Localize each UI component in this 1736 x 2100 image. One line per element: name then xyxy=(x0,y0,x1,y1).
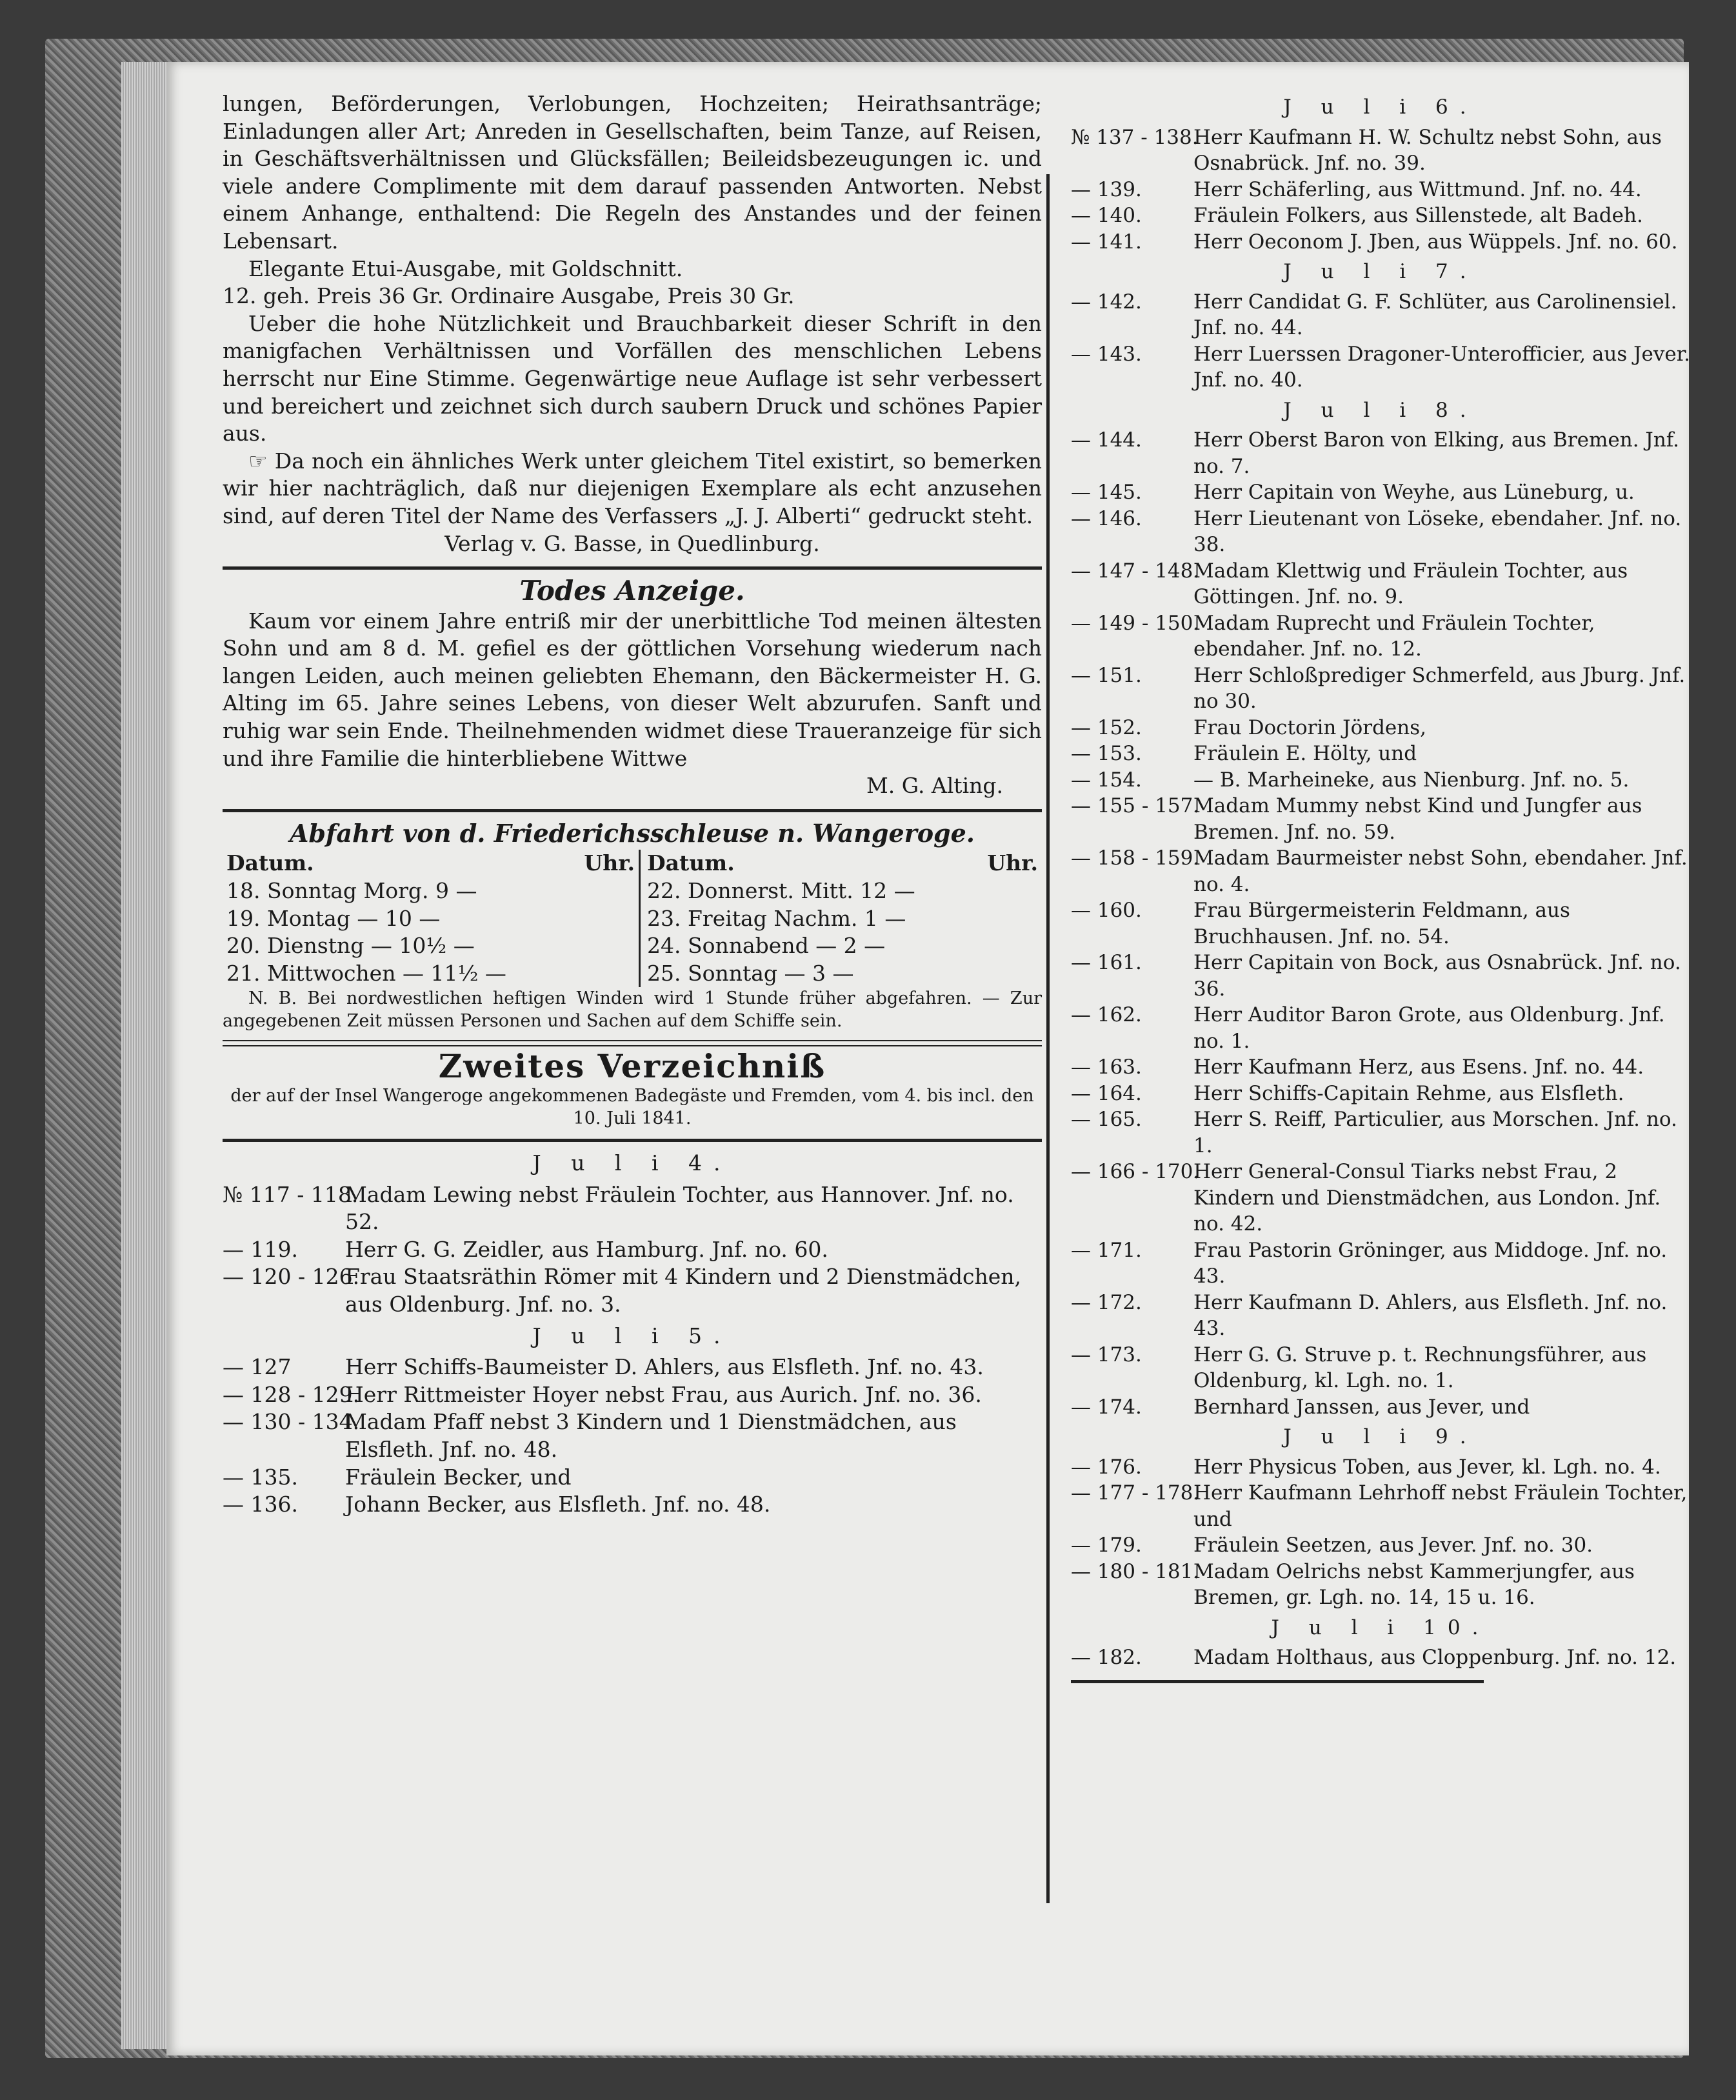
list-item xyxy=(1071,1237,1690,1290)
entry-text: Fräulein Folkers, aus Sillenstede, alt Badeh. xyxy=(1193,204,1643,227)
list-item xyxy=(1071,1342,1690,1394)
ferry-col-uhr: Uhr. xyxy=(987,850,1038,876)
left-column xyxy=(223,90,1042,1519)
entry-text: Frau Bürgermeisterin Feldmann, aus Bruchhausen. Jnf. no. 54. xyxy=(1193,899,1570,948)
day-heading: J u l i 6. xyxy=(1283,95,1478,119)
entry-text: Herr Schäferling, aus Wittmund. Jnf. no. 44. xyxy=(1193,177,1642,201)
entry-text: Herr Schiffs-Baumeister D. Ahlers, aus Elsfleth. Jnf. no. 43. xyxy=(345,1354,984,1380)
entry-text: Madam Mummy nebst Kind und Jungfer aus Bremen. Jnf. no. 59. xyxy=(1193,794,1642,844)
entry-number: — 149 - 150. xyxy=(1071,611,1200,635)
separator xyxy=(223,1139,1042,1142)
entry-number: — 180 - 181. xyxy=(1071,1559,1200,1583)
entry-text: Johann Becker, aus Elsfleth. Jnf. no. 48. xyxy=(345,1492,771,1517)
entry-number: — 179. xyxy=(1071,1534,1142,1557)
entry-number: — 154. xyxy=(1071,768,1142,792)
page-edges xyxy=(121,62,166,2049)
entry-text: Madam Oelrichs nebst Kammerjungfer, aus Bremen, gr. Lgh. no. 14, 15 u. 16. xyxy=(1193,1559,1635,1609)
publisher-line: Verlag v. G. Basse, in Quedlinburg. xyxy=(444,530,820,556)
death-notice-text: Kaum vor einem Jahre entriß mir der unerbittliche Tod meinen ältesten Sohn und am 8 d. M. gefiel es der göttlichen Vorsehung wiederum nach langen Leiden, auch meinen geliebten Ehemann, den Bäckermeister H. G. Alting im 65. Jahre seines Lebens, von dieser Welt abzurufen. Sanft und ruhig war sein Ende. Theilnehmenden widmet diese Traueranzeige für sich und ihre Familie die hinterbliebene Wittwe xyxy=(223,608,1042,771)
list-item xyxy=(1071,506,1690,558)
entry-text: Herr Schloßprediger Schmerfeld, aus Jburg. Jnf. no 30. xyxy=(1193,663,1686,713)
ferry-cell: 18. Sonntag Morg. 9 — xyxy=(226,878,477,904)
entry-number: — 166 - 170. xyxy=(1071,1160,1200,1183)
ferry-title: Abfahrt von d. Friederichsschleuse n. Wangeroge. xyxy=(289,818,975,848)
entry-number: — 136. xyxy=(223,1492,298,1517)
list-item xyxy=(1071,558,1690,610)
list-item xyxy=(1071,177,1690,203)
entry-number: — 143. xyxy=(1071,342,1142,366)
entry-text: Herr Physicus Toben, aus Jever, kl. Lgh. no. 4. xyxy=(1193,1455,1661,1479)
table-row xyxy=(223,905,1042,933)
entry-text: Herr Schiffs-Capitain Rehme, aus Elsfleth. xyxy=(1193,1081,1624,1105)
entry-number: — 119. xyxy=(223,1236,298,1262)
death-notice-signature: M. G. Alting. xyxy=(866,773,1003,799)
entry-text: Madam Klettwig und Fräulein Tochter, aus Göttingen. Jnf. no. 9. xyxy=(1193,559,1628,608)
list-item xyxy=(1071,341,1690,394)
double-separator xyxy=(223,1040,1042,1046)
right-column xyxy=(1071,90,1690,1691)
entry-number: — 120 - 126. xyxy=(223,1264,360,1290)
entry-text: Herr Auditor Baron Grote, aus Oldenburg. Jnf. no. 1. xyxy=(1193,1003,1665,1053)
list-item xyxy=(1071,845,1690,897)
entry-number: — 172. xyxy=(1071,1290,1142,1314)
death-notice-title: Todes Anzeige. xyxy=(519,575,745,607)
entry-number: — 174. xyxy=(1071,1395,1142,1419)
notice-text: ☞ Da noch ein ähnliches Werk unter gleichem Titel existirt, so bemerken wir hier nachträglich, daß nur diejenigen Exemplare als echt anzusehen sind, auf deren Titel der Name des Verfassers „J. J. Alberti“ gedruckt steht. xyxy=(223,448,1042,528)
list-item xyxy=(223,1464,1042,1492)
entry-number: — 135. xyxy=(223,1464,298,1490)
list-item xyxy=(1071,1645,1690,1671)
entry-number: — 173. xyxy=(1071,1343,1142,1366)
entry-text: Frau Staatsräthin Römer mit 4 Kindern und 2 Dienstmädchen, aus Oldenburg. Jnf. no. 3. xyxy=(345,1264,1021,1317)
book-ad-text: lungen, Beförderungen, Verlobungen, Hochzeiten; Heirathsanträge; Einladungen aller Art; Anreden in Gesellschaften, beim Tanze, auf Reisen, in Geschäftsverhältnissen und Glücksfällen; Beileidsbezeugungen ic. und viele andere Complimente mit dem darauf passenden Antworten. Nebst einem Anhange, enthaltend: Die Regeln des Anstandes und der feinen Lebensart. xyxy=(223,91,1042,254)
entry-text: Herr G. G. Zeidler, aus Hamburg. Jnf. no. 60. xyxy=(345,1236,828,1262)
list-item xyxy=(223,1381,1042,1409)
table-row xyxy=(223,877,1042,905)
list-item xyxy=(1071,1290,1690,1342)
entry-text: Frau Pastorin Gröninger, aus Middoge. Jnf. no. 43. xyxy=(1193,1238,1668,1288)
entry-number: — 161. xyxy=(1071,951,1142,974)
ferry-cell: 24. Sonnabend — 2 — xyxy=(647,933,886,959)
ferry-schedule xyxy=(223,850,1042,987)
entry-number: — 146. xyxy=(1071,506,1142,530)
day-heading: J u l i 4. xyxy=(532,1150,732,1175)
entry-text: Fräulein Becker, und xyxy=(345,1464,572,1490)
entry-text: Madam Ruprecht und Fräulein Tochter, ebendaher. Jnf. no. 12. xyxy=(1193,611,1595,661)
entry-text: Herr Capitain von Bock, aus Osnabrück. Jnf. no. 36. xyxy=(1193,951,1681,1001)
entry-number: — 176. xyxy=(1071,1455,1142,1479)
entry-number: — 145. xyxy=(1071,481,1142,504)
entry-text: Herr Lieutenant von Löseke, ebendaher. Jnf. no. 38. xyxy=(1193,506,1682,556)
entry-text: — B. Marheineke, aus Nienburg. Jnf. no. 5. xyxy=(1193,768,1630,792)
list-item xyxy=(1071,479,1690,506)
entry-number: — 127 xyxy=(223,1354,292,1380)
entry-text: Bernhard Janssen, aus Jever, und xyxy=(1193,1395,1530,1419)
entry-number: — 140. xyxy=(1071,204,1142,227)
list-item xyxy=(1071,427,1690,479)
list-item xyxy=(1071,289,1690,341)
list-item xyxy=(1071,125,1690,177)
entry-number: — 165. xyxy=(1071,1108,1142,1131)
entry-number: — 147 - 148. xyxy=(1071,559,1200,583)
entry-text: Herr Luerssen Dragoner-Unterofficier, aus Jever. Jnf. no. 40. xyxy=(1193,342,1691,392)
entry-text: Madam Baurmeister nebst Sohn, ebendaher. Jnf. no. 4. xyxy=(1193,846,1688,896)
list-item xyxy=(1071,663,1690,715)
separator xyxy=(223,809,1042,812)
entry-number: — 158 - 159. xyxy=(1071,846,1200,870)
entry-text: Madam Pfaff nebst 3 Kindern und 1 Dienstmädchen, aus Elsfleth. Jnf. no. 48. xyxy=(345,1409,957,1462)
list-item xyxy=(223,1236,1042,1264)
entry-text: Fräulein Seetzen, aus Jever. Jnf. no. 30. xyxy=(1193,1534,1593,1557)
list-item xyxy=(1071,610,1690,663)
ferry-cell: 19. Montag — 10 — xyxy=(226,905,441,931)
entry-text: Herr Oeconom J. Jben, aus Wüppels. Jnf. no. 60. xyxy=(1193,230,1678,254)
list-item xyxy=(1071,1002,1690,1054)
entry-text: Herr Candidat G. F. Schlüter, aus Carolinensiel. Jnf. no. 44. xyxy=(1193,290,1677,339)
entry-number: — 130 - 134. xyxy=(223,1409,360,1435)
entry-text: Herr Kaufmann Herz, aus Esens. Jnf. no. 44. xyxy=(1193,1055,1644,1079)
list-item xyxy=(1071,229,1690,255)
ferry-col-datum: Datum. xyxy=(226,850,314,876)
day-heading: J u l i 8. xyxy=(1283,398,1478,422)
day-heading: J u l i 9. xyxy=(1283,1425,1478,1448)
entry-number: — 128 - 129. xyxy=(223,1381,360,1407)
entry-number: № 137 - 138. xyxy=(1071,125,1199,149)
ferry-cell: 25. Sonntag — 3 — xyxy=(647,960,854,986)
entry-text: Fräulein E. Hölty, und xyxy=(1193,742,1417,765)
column-divider xyxy=(1046,174,1050,1903)
ferry-note: N. B. Bei nordwestlichen heftigen Winden wird 1 Stunde früher abgefahren. — Zur angegebenen Zeit müssen Personen und Sachen auf dem Schiffe sein. xyxy=(223,988,1042,1032)
list-item xyxy=(1071,1480,1690,1532)
ferry-cell: 20. Dienstng — 10½ — xyxy=(226,933,475,959)
entry-number: — 153. xyxy=(1071,742,1142,765)
edition-line: Elegante Etui-Ausgabe, mit Goldschnitt. xyxy=(248,255,683,281)
entry-text: Herr Rittmeister Hoyer nebst Frau, aus Aurich. Jnf. no. 36. xyxy=(345,1381,982,1407)
day-heading: J u l i 10. xyxy=(1271,1615,1490,1639)
list-item xyxy=(1071,1454,1690,1481)
entry-number: — 163. xyxy=(1071,1055,1142,1079)
table-row xyxy=(223,960,1042,988)
list-item xyxy=(1071,793,1690,845)
entry-text: Madam Lewing nebst Fräulein Tochter, aus Hannover. Jnf. no. 52. xyxy=(345,1181,1014,1235)
ferry-cell: 21. Mittwochen — 11½ — xyxy=(226,960,506,986)
end-rule xyxy=(1071,1680,1484,1683)
entry-text: Frau Doctorin Jördens, xyxy=(1193,715,1427,739)
separator xyxy=(223,566,1042,570)
list-item xyxy=(1071,1054,1690,1081)
entry-number: — 141. xyxy=(1071,230,1142,254)
entry-number: — 177 - 178. xyxy=(1071,1481,1200,1505)
ferry-col-uhr: Uhr. xyxy=(584,850,635,876)
day-heading: J u l i 5. xyxy=(532,1323,732,1348)
list-item xyxy=(1071,741,1690,767)
price-line: 12. geh. Preis 36 Gr. Ordinaire Ausgabe, Preis 30 Gr. xyxy=(223,283,795,309)
entry-number: — 155 - 157. xyxy=(1071,794,1200,817)
list-item xyxy=(223,1181,1042,1236)
list-item xyxy=(223,1263,1042,1318)
entry-text: Herr S. Reiff, Particulier, aus Morschen. Jnf. no. 1. xyxy=(1193,1108,1677,1157)
list-item xyxy=(223,1491,1042,1519)
entry-text: Herr Kaufmann D. Ahlers, aus Elsfleth. Jnf. no. 43. xyxy=(1193,1290,1668,1340)
list-item xyxy=(1071,1081,1690,1107)
entry-number: — 162. xyxy=(1071,1003,1142,1026)
list-item xyxy=(1071,1559,1690,1611)
entry-number: — 164. xyxy=(1071,1081,1142,1105)
ferry-cell: 22. Donnerst. Mitt. 12 — xyxy=(647,878,915,904)
list-item xyxy=(223,1354,1042,1381)
list-item xyxy=(1071,1159,1690,1237)
entry-number: — 182. xyxy=(1071,1646,1142,1669)
entry-number: — 151. xyxy=(1071,663,1142,687)
entry-number: — 144. xyxy=(1071,428,1142,452)
list-item xyxy=(1071,203,1690,229)
list-subtitle: der auf der Insel Wangeroge angekommenen Badegäste und Fremden, vom 4. bis incl. den 10. Juli 1841. xyxy=(230,1086,1034,1128)
ferry-cell: 23. Freitag Nachm. 1 — xyxy=(647,905,906,931)
table-row xyxy=(223,932,1042,960)
entry-text: Madam Holthaus, aus Cloppenburg. Jnf. no. 12. xyxy=(1193,1646,1677,1669)
list-item xyxy=(1071,950,1690,1002)
list-item xyxy=(1071,1106,1690,1159)
list-item xyxy=(1071,767,1690,794)
list-item xyxy=(1071,897,1690,950)
entry-text: Herr General-Consul Tiarks nebst Frau, 2 Kindern und Dienstmädchen, aus London. Jnf. no. 42. xyxy=(1193,1160,1661,1235)
list-item xyxy=(1071,1532,1690,1559)
entry-text: Herr Oberst Baron von Elking, aus Bremen. Jnf. no. 7. xyxy=(1193,428,1680,478)
day-heading: J u l i 7. xyxy=(1283,260,1478,283)
entry-text: Herr G. G. Struve p. t. Rechnungsführer, aus Oldenburg, kl. Lgh. no. 1. xyxy=(1193,1343,1647,1392)
entry-text: Herr Kaufmann Lehrhoff nebst Fräulein Tochter, und xyxy=(1193,1481,1688,1531)
list-item xyxy=(223,1408,1042,1463)
ferry-col-datum: Datum. xyxy=(647,850,735,876)
list-title: Zweites Verzeichniß xyxy=(438,1047,826,1086)
entry-number: № 117 - 118. xyxy=(223,1181,359,1207)
entry-number: — 139. xyxy=(1071,177,1142,201)
entry-number: — 142. xyxy=(1071,290,1142,314)
praise-text: Ueber die hohe Nützlichkeit und Brauchbarkeit dieser Schrift in den manigfachen Verhältnissen und Vorfällen des menschlichen Lebens herrscht nur Eine Stimme. Gegenwärtige neue Auflage ist sehr verbessert und bereichert und zeichnet sich durch saubern Druck und schönes Papier aus. xyxy=(223,310,1042,446)
entry-text: Herr Kaufmann H. W. Schultz nebst Sohn, aus Osnabrück. Jnf. no. 39. xyxy=(1193,125,1662,175)
entry-number: — 152. xyxy=(1071,715,1142,739)
list-item xyxy=(1071,715,1690,741)
entry-text: Herr Capitain von Weyhe, aus Lüneburg, u. xyxy=(1193,481,1635,504)
entry-number: — 171. xyxy=(1071,1238,1142,1262)
entry-number: — 160. xyxy=(1071,899,1142,922)
list-item xyxy=(1071,1394,1690,1421)
